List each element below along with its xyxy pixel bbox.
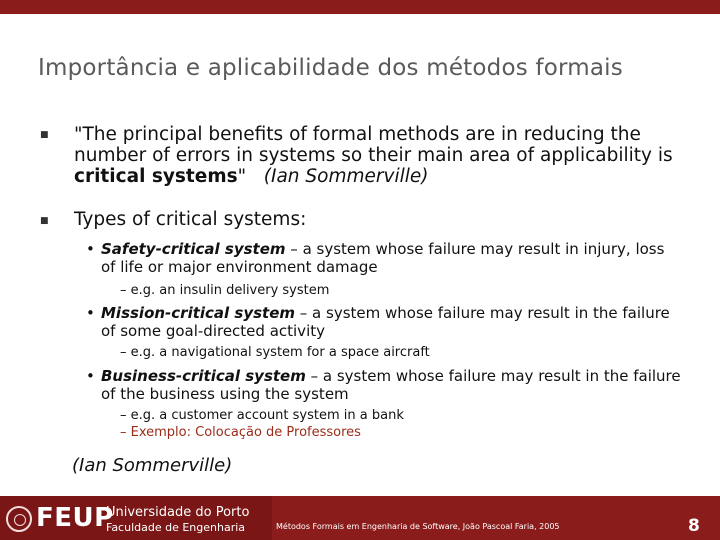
university-name: Universidade do Porto <box>106 505 250 520</box>
quote-end: " <box>237 166 247 187</box>
quote-paragraph <box>74 124 704 187</box>
example-item: – e.g. a customer account system in a bank <box>120 408 404 423</box>
logo-block <box>0 496 272 540</box>
bullet-dot-icon: • <box>86 240 95 258</box>
critical-systems-heading: Types of critical systems: <box>74 209 307 230</box>
feup-logo: FEUP <box>36 503 114 533</box>
signature-author: (Ian Sommerville) <box>72 455 233 476</box>
example-item: – e.g. an insulin delivery system <box>120 283 330 298</box>
faculty-name: Faculdade de Engenharia <box>106 521 246 534</box>
quote-bold-term: critical systems <box>74 166 238 187</box>
example-item-highlight: – Exemplo: Colocação de Professores <box>120 425 361 440</box>
example-item: – e.g. a navigational system for a space aircraft <box>120 345 430 360</box>
term-description: – a system whose failure may result in the failure of some goal-directed activity <box>101 304 670 340</box>
term-mission-critical: Mission-critical system <box>101 304 296 322</box>
term-safety-critical: Safety-critical system <box>101 240 286 258</box>
bullet-dot-icon: • <box>86 367 95 385</box>
top-bar <box>0 0 720 14</box>
term-description: – a system whose failure may result in the failure of the business using the system <box>101 367 681 403</box>
bullet-dot-icon: • <box>86 304 95 322</box>
course-info: Métodos Formais em Engenharia de Software, João Pascoal Faria, 2005 <box>276 522 560 531</box>
bullet-marker-icon: ■ <box>40 130 49 140</box>
bullet-marker-icon: ■ <box>40 216 49 226</box>
university-seal-icon <box>6 506 32 532</box>
term-description: – a system whose failure may result in injury, loss of life or major environment damage <box>101 240 665 276</box>
quote-author: (Ian Sommerville) <box>263 166 429 187</box>
slide-title: Importância e aplicabilidade dos métodos formais <box>38 55 623 81</box>
quote-text: "The principal benefits of formal methods are in reducing the number of errors in systems so their main area of applicability is <box>74 124 673 166</box>
footer-bar <box>0 496 720 540</box>
page-number: 8 <box>688 516 700 536</box>
term-business-critical: Business-critical system <box>101 367 306 385</box>
